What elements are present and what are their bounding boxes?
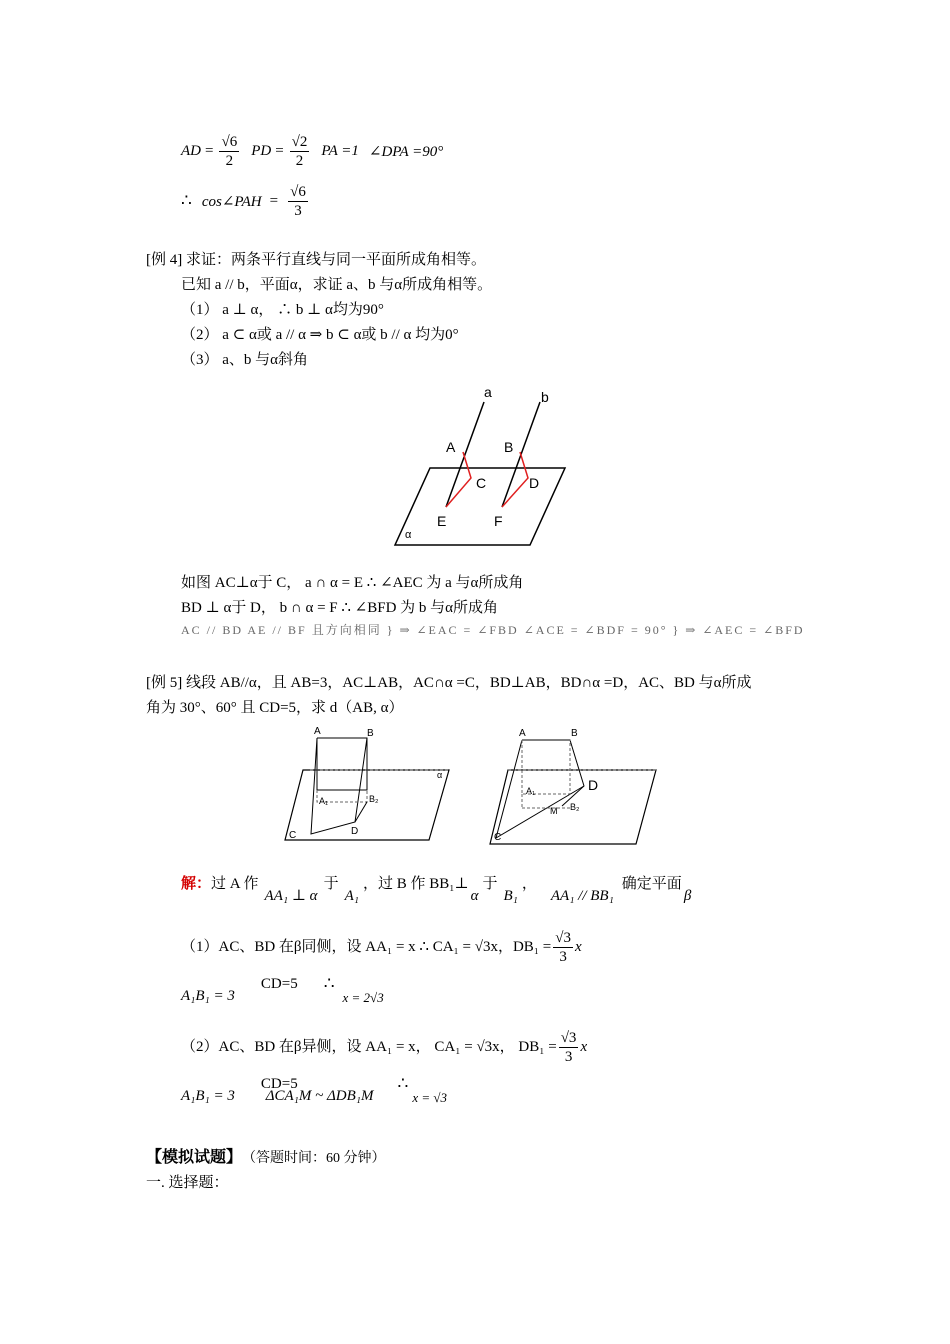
label-A1: A₁ [526,786,536,796]
pa-value: PA =1 [321,142,359,159]
label-B: B [571,728,578,739]
angle-dpa: ∠DPA =90° [368,143,444,160]
label-M: M [550,806,558,816]
fraction-ad [219,133,239,170]
figure-example5-opposite-side [488,722,660,847]
b1-symbol: B₁ [503,888,518,904]
solution-text: 于 [323,876,339,892]
label-A: A [314,726,321,737]
figure-parallel-lines-plane [390,380,570,550]
red-segment-bfd [502,452,528,507]
mock-time: （答题时间：60 分钟） [242,1151,386,1166]
example5-line2: 角为 30°、60° 且 CD=5，求 d（AB, α） [146,700,404,716]
example4-title: [例 4] 求证：两条平行直线与同一平面所成角相等。 [146,252,486,268]
cd-value: CD=5 [260,976,298,992]
fraction-case2 [559,1029,579,1066]
solution-text: 过 A 作 [211,876,259,892]
segment-ac [496,740,522,838]
label-C: C [476,475,487,491]
label-alpha: α [437,770,443,780]
solution-text: 确定平面 [621,876,682,892]
aa1-perp: AA₁ ⊥ α [264,888,318,904]
x-symbol: x [580,1039,588,1055]
rect-a-b [317,738,367,790]
ad-symbol: AD [181,142,201,159]
formula-ad-pd-pa [181,128,443,174]
case1-text: （1）AC、BD 在β同侧，设 AA₁ = x ∴ CA₁ = √3x，DB₁ = [181,939,552,955]
mock-title: 【模拟试题】 [146,1149,243,1166]
equals-sign: = [269,192,279,209]
formula-cos-pah [181,178,310,224]
x-result: x = √3 [412,1090,448,1105]
aa1-parallel-bb1: AA₁ // BB₁ [550,888,614,904]
similar-triangles: ΔCA₁M ~ ΔDB₁M [265,1088,374,1104]
a1b1-value: A₁B₁ = 3 [181,1088,235,1104]
therefore-symbol: ∴ [181,191,192,210]
fraction-pd [290,133,310,170]
solution-line1 [181,874,691,910]
label-A: A [446,439,456,455]
fraction-numerator: √6 [221,133,238,150]
label-B: B [367,728,374,739]
mock-header [146,1148,386,1169]
label-D: D [529,475,540,491]
case2-text: （2）AC、BD 在β异侧，设 AA₁ = x， CA₁ = √3x， DB₁ = [181,1039,557,1055]
a1-symbol: A₁ [344,888,359,904]
pd-symbol: PD [251,142,272,159]
solution-case1 [181,924,582,970]
therefore-symbol: ∴ [323,974,335,993]
label-B2: B₂ [369,794,379,804]
label-B2: B₂ [570,802,580,812]
fraction-numerator: √2 [291,133,308,150]
alpha-symbol: α [470,888,479,904]
equals-sign: = [275,142,284,159]
fraction-case1 [553,929,573,966]
therefore-symbol: ∴ [397,1074,409,1093]
label-b: b [541,389,549,405]
fraction-cos [288,183,308,220]
mock-section: 一. 选择题： [146,1175,229,1191]
path-bd [522,740,584,806]
equals-sign: = [205,142,214,159]
fraction-numerator: √6 [290,183,306,200]
label-D: D [351,826,359,837]
solution-case1-result [181,974,384,1010]
fraction-denominator: 3 [559,948,567,965]
beta-symbol: β [683,888,692,904]
x-result: x = 2√3 [342,990,384,1005]
label-C: C [289,830,297,841]
fraction-denominator: 3 [294,202,302,219]
quad-acdb [311,738,367,834]
x-symbol: x [574,939,582,955]
solution-text: ， [521,876,537,892]
label-B: B [504,439,514,455]
example4-case2: （2） a ⊂ α或 a // α ⇒ b ⊂ α或 b // α 均为0° [181,327,459,343]
solution-label: 解： [181,876,212,892]
example4-given: 已知 a // b，平面α，求证 a、b 与α所成角相等。 [181,277,493,293]
solution-case2-result [181,1074,447,1110]
example4-case1: （1） a ⊥ α， ∴ b ⊥ α均为90° [181,302,384,318]
fraction-numerator: √3 [555,929,571,946]
figure-example5-same-side [283,722,453,847]
fraction-denominator: 3 [564,1048,573,1065]
example5-line1: [例 5] 线段 AB//α，且 AB=3，AC⊥AB，AC∩α =C，BD⊥AB，BD∩α =D，AC、BD 与α所成 [146,675,752,691]
example4-line1: 如图 AC⊥α于 C， a ∩ α = E ∴ ∠AEC 为 a 与α所成角 [181,575,524,591]
cd-value: CD=5 [260,1076,298,1092]
fraction-denominator: 2 [295,152,304,169]
label-C: C [494,832,502,843]
label-A1: A₁ [319,796,329,806]
fraction-denominator: 2 [225,152,234,169]
label-A: A [519,728,526,739]
example4-line3: AC // BD AE // BF 且方向相同 } ⇒ ∠EAC = ∠FBD ∠ACE = ∠BDF = 90° } ⇒ ∠AEC = ∠BFD [181,623,805,637]
cos-pah: cos∠PAH [201,193,262,210]
solution-text: 于 [482,876,498,892]
label-F: F [494,513,503,529]
label-alpha: α [405,529,412,541]
label-E: E [437,513,447,529]
label-D: D [588,777,599,793]
solution-case2 [181,1024,587,1070]
solution-text: ，过 B 作 BB₁⊥ [362,876,469,892]
a1b1-value: A₁B₁ = 3 [181,988,235,1004]
example4-line2: BD ⊥ α于 D， b ∩ α = F ∴ ∠BFD 为 b 与α所成角 [181,600,499,616]
label-a: a [484,384,492,400]
example4-case3: （3） a、b 与α斜角 [181,352,309,368]
fraction-numerator: √3 [560,1029,577,1046]
